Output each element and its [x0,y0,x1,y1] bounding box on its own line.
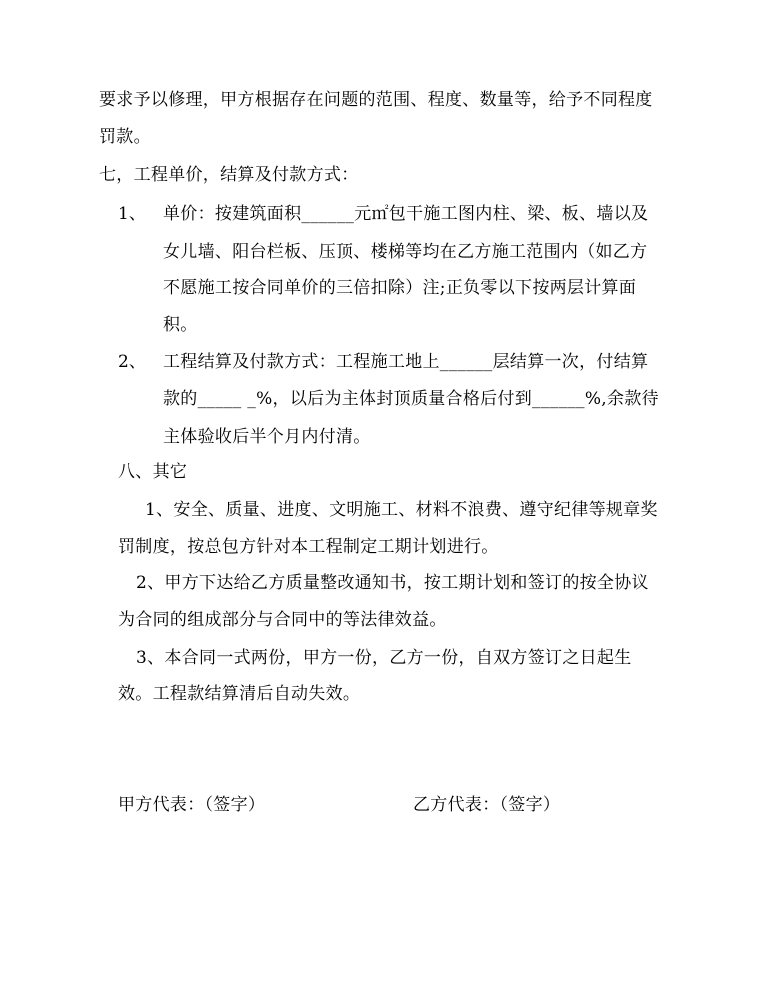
section-7-item-1-line-4: 积。 [163,315,198,335]
section-7-item-1-line-3: 不愿施工按合同单价的三倍扣除）注;正负零以下按两层计算面 [163,278,637,298]
continuation-line-1: 要求予以修理，甲方根据存在问题的范围、程度、数量等，给予不同程度 [99,90,653,110]
section-8-item-1-line-1: 1、安全、质量、进度、文明施工、材料不浪费、遵守纪律等规章奖 [145,500,658,520]
section-7-item-1-line-2: 女儿墙、阳台栏板、压顶、楼梯等均在乙方施工范围内（如乙方 [163,242,648,262]
section-8-item-3-line-2: 效。工程款结算清后自动失效。 [118,684,361,704]
section-8-item-3-line-1: 3、本合同一式两份，甲方一份，乙方一份，自双方签订之日起生 [136,648,632,668]
continuation-line-2: 罚款。 [99,127,151,147]
section-7-item-2-number: 2、 [118,352,146,372]
section-8-item-2-line-2: 为合同的组成部分与合同中的等法律效益。 [118,610,447,630]
section-7-item-1-line-1: 单价：按建筑面积______元㎡包干施工图内柱、梁、板、墙以及 [163,204,649,224]
party-a-signature-label: 甲方代表：（签字） [118,795,266,815]
section-8-item-1-line-2: 罚制度，按总包方针对本工程制定工期计划进行。 [118,537,499,557]
section-8-item-2-line-1: 2、甲方下达给乙方质量整改通知书，按工期计划和签订的按全协议 [136,573,649,593]
section-8-heading: 八、其它 [118,462,188,482]
section-7-heading: 七，工程单价，结算及付款方式： [99,165,359,185]
section-7-item-1-number: 1、 [118,204,146,224]
party-b-signature-label: 乙方代表：（签字） [413,795,561,815]
section-7-item-2-line-1: 工程结算及付款方式：工程施工地上______层结算一次，付结算 [163,352,649,372]
section-7-item-2-line-3: 主体验收后半个月内付清。 [163,427,371,447]
section-7-item-2-line-2: 款的_____ _%，以后为主体封顶质量合格后付到______%,余款待 [163,389,659,409]
